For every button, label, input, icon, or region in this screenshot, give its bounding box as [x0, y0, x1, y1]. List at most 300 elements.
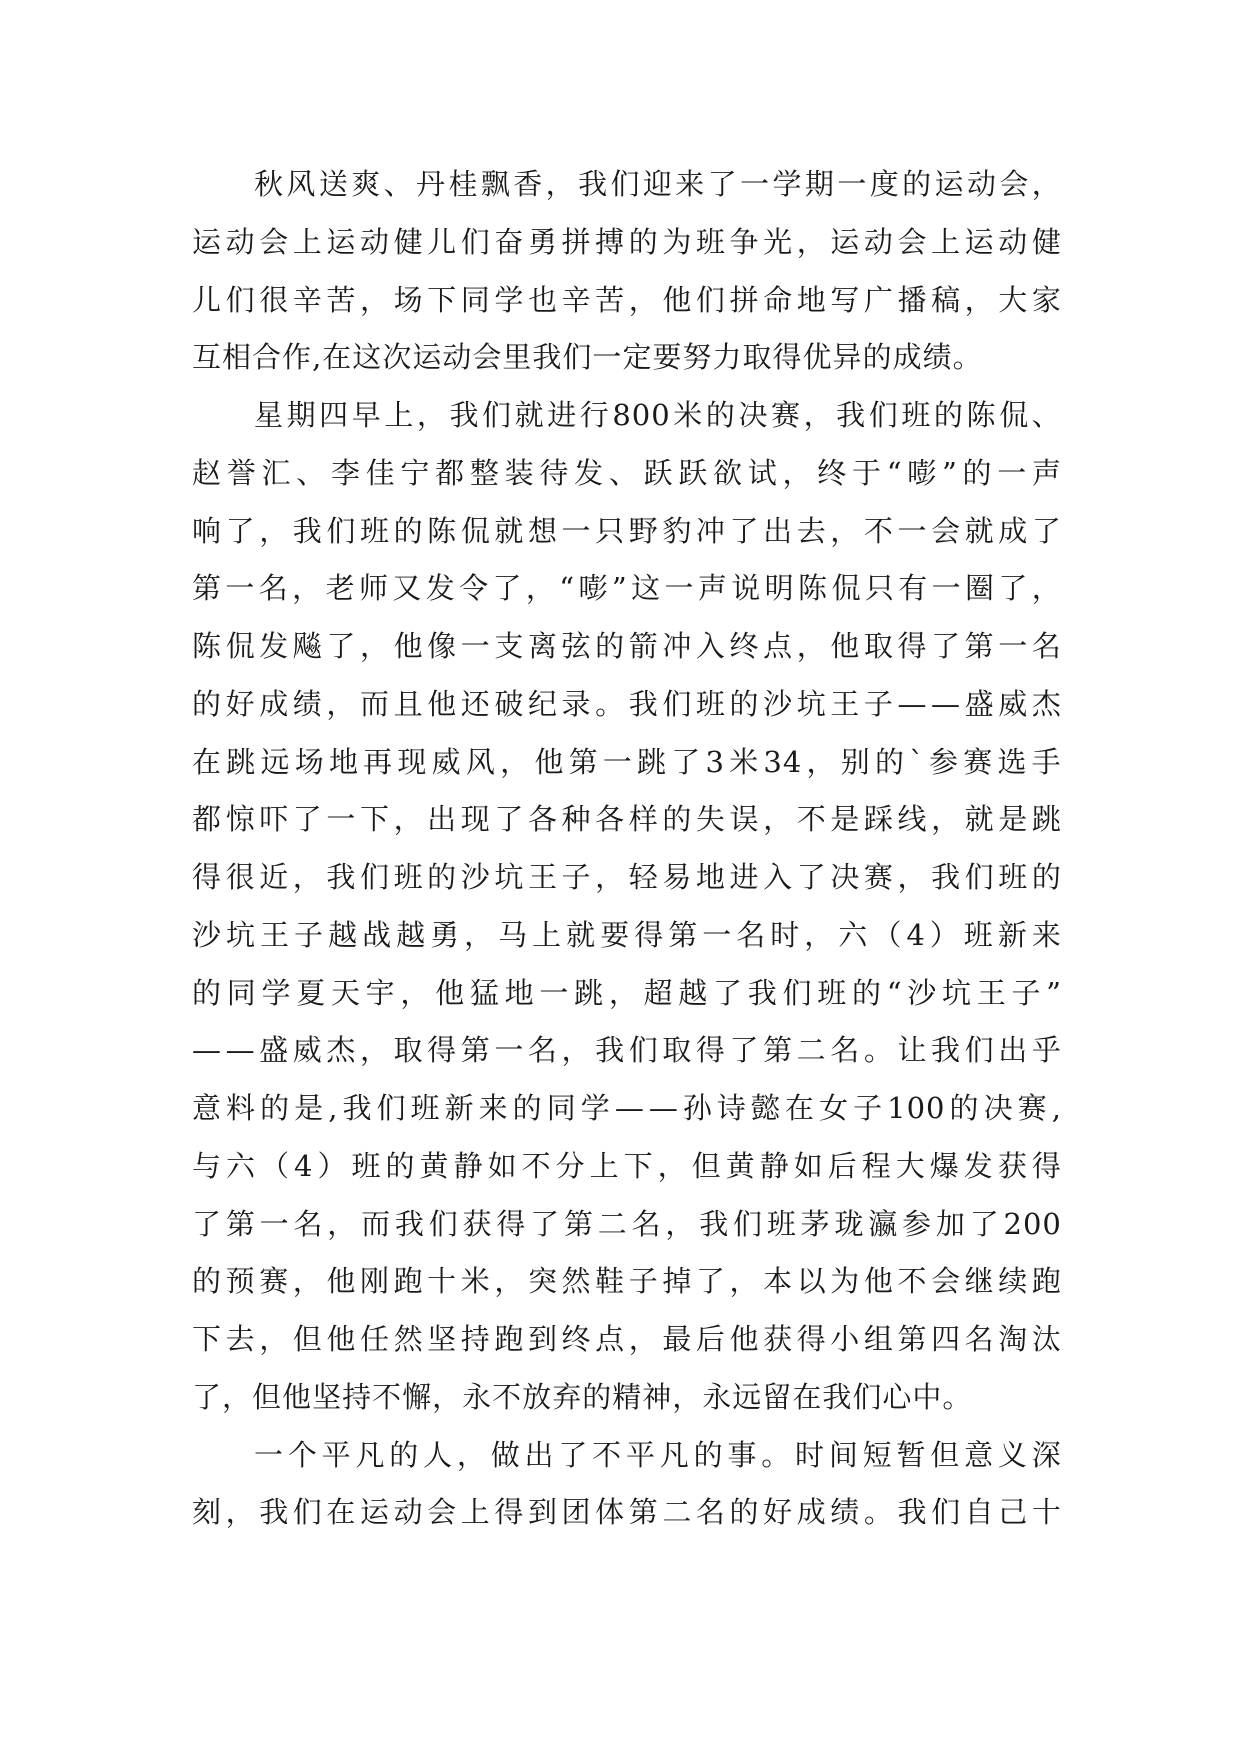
text-glyph: 班 [351, 1148, 382, 1183]
text-glyph: 很 [259, 282, 290, 317]
text-glyph: 弃 [552, 1379, 583, 1414]
text-glyph: 动 [863, 224, 894, 259]
text-glyph: 而 [361, 1206, 392, 1241]
text-glyph: 的 [1031, 860, 1062, 894]
text-glyph: 们 [628, 1033, 659, 1068]
text-glyph: 与 [192, 1148, 223, 1183]
text-glyph: ， [500, 744, 531, 779]
text-glyph: 的 [851, 975, 882, 1010]
text-glyph: 了 [225, 513, 256, 548]
text-glyph: 了 [695, 1264, 726, 1299]
text-glyph: 超 [643, 975, 674, 1010]
text-glyph: 了 [796, 860, 827, 894]
text-glyph: 嘭 [578, 571, 609, 606]
text-glyph: 第 [225, 1206, 256, 1241]
text-glyph: 、 [296, 455, 327, 490]
text-line [192, 791, 1062, 849]
text-glyph: 上 [384, 398, 415, 432]
text-glyph: 佳 [365, 455, 396, 490]
text-glyph: 各 [527, 802, 558, 837]
text-glyph: 赵 [192, 455, 223, 490]
text-glyph: ， [628, 282, 659, 317]
text-glyph: 以 [796, 1264, 827, 1299]
text-glyph: 、 [1031, 398, 1062, 432]
text-glyph: ， [464, 917, 495, 952]
text-glyph: 他 [326, 1322, 357, 1356]
text-glyph: 终 [817, 455, 848, 490]
text-glyph: 盛 [259, 1033, 290, 1068]
text-glyph: 破 [494, 686, 525, 721]
text-glyph: 班 [817, 975, 848, 1010]
text-glyph: 都 [435, 455, 466, 490]
text-glyph: 了 [729, 1033, 760, 1068]
text-glyph: 还 [460, 686, 491, 721]
text-glyph: 手 [1031, 744, 1062, 779]
text-glyph: 宇 [365, 975, 396, 1010]
text-glyph: 优 [802, 340, 833, 375]
text-glyph: 二 [597, 1206, 628, 1241]
text-glyph: 下 [427, 282, 458, 317]
text-glyph: 成 [892, 340, 923, 375]
text-glyph: 运 [326, 224, 357, 259]
text-glyph: , [1051, 1091, 1062, 1125]
text-glyph: 天 [330, 975, 361, 1010]
text-glyph: 进 [547, 398, 578, 432]
text-glyph: 猛 [469, 975, 500, 1010]
text-glyph: 选 [997, 744, 1028, 779]
text-glyph: 点 [763, 629, 794, 663]
text-glyph: 如 [793, 1148, 824, 1183]
text-glyph: ， [806, 744, 837, 779]
text-glyph: “ [559, 571, 576, 606]
text-glyph: 们 [695, 282, 726, 317]
text-glyph: 继 [964, 1264, 995, 1299]
text-glyph: 侃 [999, 398, 1030, 432]
text-glyph: 跳 [574, 975, 605, 1010]
text-glyph: 后 [827, 1148, 858, 1183]
text-glyph: 种 [561, 802, 592, 837]
text-glyph: 。 [863, 1495, 894, 1530]
text-glyph: 不 [796, 802, 827, 837]
text-line [192, 445, 1062, 503]
text-glyph: 的 [729, 686, 760, 721]
text-glyph: 的 [705, 398, 736, 432]
text-glyph: ， [897, 860, 928, 894]
text-glyph: 发 [574, 455, 605, 490]
text-glyph: 放 [522, 1379, 553, 1414]
text-glyph: 样 [628, 802, 659, 837]
text-glyph: 越 [396, 917, 427, 952]
text-glyph: 有 [898, 571, 929, 606]
text-glyph: ” [611, 571, 628, 606]
text-glyph: 班 [695, 686, 726, 721]
text-glyph: ， [432, 1379, 463, 1414]
text-glyph: ` [909, 744, 925, 779]
text-glyph: 、 [383, 167, 414, 201]
text-glyph: , [328, 1091, 339, 1125]
text-glyph: 十 [1031, 1495, 1062, 1530]
text-glyph: 预 [225, 1264, 256, 1299]
text-glyph: 播 [897, 282, 928, 317]
text-glyph: 了 [192, 1206, 223, 1241]
text-glyph: 冲 [662, 629, 693, 663]
text-glyph: 沙 [460, 860, 491, 894]
text-glyph: 侃 [831, 571, 862, 606]
text-glyph: 同 [460, 282, 491, 317]
text-glyph: 进 [729, 860, 760, 894]
text-line [192, 734, 1062, 792]
text-glyph: 短 [862, 1437, 893, 1472]
text-glyph: ， [830, 513, 861, 548]
text-glyph: 于 [851, 455, 882, 490]
text-glyph: 但 [930, 1437, 961, 1472]
text-line [192, 1427, 1062, 1485]
text-glyph: 参 [902, 1206, 933, 1241]
text-glyph: 王 [830, 686, 861, 721]
text-glyph: 吓 [259, 802, 290, 837]
text-glyph: 我 [578, 167, 609, 201]
text-glyph: ， [672, 1379, 703, 1414]
text-glyph: 跳 [637, 744, 668, 779]
text-glyph: 成 [796, 1495, 827, 1530]
text-glyph: 他 [534, 744, 565, 779]
text-glyph: 的 [902, 167, 933, 201]
text-glyph: ， [400, 975, 431, 1010]
text-glyph: 这 [352, 340, 383, 375]
text-glyph: 刻 [192, 1495, 223, 1530]
text-glyph: 的 [729, 1495, 760, 1530]
text-glyph: 上 [589, 1148, 620, 1183]
text-glyph: 的 [192, 1264, 223, 1299]
text-glyph: 时 [795, 1437, 826, 1472]
text-glyph: ， [359, 282, 390, 317]
text-glyph: 去 [225, 1322, 256, 1356]
text-glyph: ， [359, 1033, 390, 1068]
text-glyph: 子 [561, 860, 592, 894]
text-glyph: 出 [427, 802, 458, 837]
text-glyph: 们 [964, 1033, 995, 1068]
text-glyph: 拼 [729, 282, 760, 317]
text-glyph: 会 [897, 224, 928, 259]
text-glyph: 了 [292, 802, 323, 837]
text-glyph: 终 [561, 1322, 592, 1356]
text-glyph: 坑 [494, 860, 525, 894]
text-glyph: 一 [702, 917, 733, 952]
text-glyph: 100 [887, 1091, 946, 1125]
text-glyph: 明 [764, 571, 795, 606]
text-glyph: 桂 [448, 167, 479, 201]
text-glyph: 绩 [830, 1495, 861, 1530]
text-glyph: 他 [830, 629, 861, 663]
text-glyph: 写 [830, 282, 861, 317]
text-glyph: 师 [358, 571, 389, 606]
text-glyph: 终 [729, 629, 760, 663]
text-glyph: 宁 [400, 455, 431, 490]
text-line [192, 1080, 1062, 1138]
text-glyph: 我 [931, 860, 962, 894]
text-glyph: 名 [258, 571, 289, 606]
text-glyph: 陈 [798, 571, 829, 606]
text-glyph: 时 [770, 917, 801, 952]
text-glyph: 分 [555, 1148, 586, 1183]
text-glyph: 杰 [1031, 686, 1062, 721]
text-glyph: 到 [527, 1322, 558, 1356]
text-glyph: 们 [852, 1379, 883, 1414]
text-glyph: 拼 [561, 224, 592, 259]
text-glyph: 米 [729, 744, 760, 779]
text-glyph: 静 [759, 1148, 790, 1183]
text-glyph: 。 [761, 1437, 792, 1472]
text-glyph: 像 [427, 629, 458, 663]
text-glyph: 是 [830, 802, 861, 837]
text-glyph: 班 [410, 1091, 441, 1125]
essay-body [192, 156, 1062, 1542]
text-glyph: 了 [931, 629, 962, 663]
text-glyph: 茅 [800, 1206, 831, 1241]
text-glyph: 会 [931, 513, 962, 548]
text-glyph: 而 [359, 686, 390, 721]
text-glyph: 深 [1031, 1437, 1062, 1472]
text-glyph: , [312, 340, 323, 375]
text-glyph: 要 [600, 917, 631, 952]
text-glyph: 运 [359, 1495, 390, 1530]
text-glyph: 现 [460, 802, 491, 837]
text-glyph: 子 [853, 1091, 884, 1125]
text-glyph: 嘭 [907, 455, 938, 490]
text-glyph: 平 [321, 1437, 352, 1472]
text-glyph: 跳 [1031, 802, 1062, 837]
text-glyph: ” [1046, 975, 1062, 1010]
text-glyph: 广 [863, 282, 894, 317]
text-glyph: 的 [933, 398, 964, 432]
text-glyph: 的 [192, 975, 223, 1010]
text-line [192, 1138, 1062, 1196]
text-glyph: 好 [225, 686, 256, 721]
text-glyph: 新 [444, 1091, 475, 1125]
text-glyph: 珑 [834, 1206, 865, 1241]
text-glyph: 飘 [480, 167, 511, 201]
text-glyph: 运 [830, 224, 861, 259]
text-glyph: 淘 [998, 1322, 1029, 1356]
text-line [192, 503, 1062, 561]
text-glyph: 本 [763, 1264, 794, 1299]
text-glyph: 爽 [351, 167, 382, 201]
text-glyph: 会 [427, 1495, 458, 1530]
text-glyph: 现 [397, 744, 428, 779]
text-glyph: 就 [566, 917, 597, 952]
text-glyph: 获 [462, 1206, 493, 1241]
text-glyph: 小 [830, 1322, 861, 1356]
text-glyph: 儿 [427, 224, 458, 259]
text-glyph: 静 [453, 1148, 484, 1183]
text-glyph: 在 [192, 744, 223, 779]
text-glyph: 学 [261, 975, 292, 1010]
text-glyph: 早 [351, 398, 382, 432]
text-glyph: 一 [664, 571, 695, 606]
text-glyph: 我 [326, 860, 357, 894]
text-glyph: 一 [225, 571, 256, 606]
text-glyph: 得 [897, 629, 928, 663]
text-glyph: 来 [1031, 917, 1062, 952]
text-glyph: 下 [192, 1322, 223, 1356]
text-glyph: 我 [595, 1033, 626, 1068]
text-glyph: 永 [702, 1379, 733, 1414]
text-glyph: ， [222, 1379, 253, 1414]
text-glyph: 努 [682, 340, 713, 375]
text-glyph: 班 [359, 513, 390, 548]
text-glyph: 绩 [292, 686, 323, 721]
text-glyph: 得 [695, 1033, 726, 1068]
text-glyph: 得 [427, 1033, 458, 1068]
text-glyph: ， [1031, 167, 1062, 201]
text-glyph: 轻 [628, 860, 659, 894]
text-glyph: 声 [697, 571, 728, 606]
text-glyph: 们 [662, 686, 693, 721]
text-glyph: 们 [482, 398, 513, 432]
text-glyph: 场 [294, 744, 325, 779]
text-line [192, 1369, 1062, 1427]
text-glyph: 是 [998, 802, 1029, 837]
text-glyph: 任 [359, 1322, 390, 1356]
text-glyph: 鞋 [595, 1264, 626, 1299]
text-glyph: 会 [931, 1264, 962, 1299]
text-glyph: 们 [225, 282, 256, 317]
text-glyph: 会 [472, 340, 503, 375]
text-glyph: 儿 [192, 282, 223, 317]
text-glyph: 的 [385, 1148, 416, 1183]
text-glyph: 二 [796, 1033, 827, 1068]
text-glyph: 坑 [796, 686, 827, 721]
text-glyph: 下 [359, 802, 390, 837]
text-glyph: 动 [359, 224, 390, 259]
text-glyph: 是 [294, 1091, 325, 1125]
text-glyph: 第 [897, 1322, 928, 1356]
text-glyph: 为 [662, 224, 693, 259]
text-glyph: 获 [997, 1148, 1028, 1183]
text-glyph: 第 [628, 1495, 659, 1530]
text-glyph: 名 [964, 1322, 995, 1356]
text-glyph: 第 [563, 1206, 594, 1241]
text-glyph: 暂 [896, 1437, 927, 1472]
text-glyph: 成 [259, 686, 290, 721]
text-glyph: 夏 [296, 975, 327, 1010]
text-glyph: ， [292, 1264, 323, 1299]
text-glyph: 相 [222, 340, 253, 375]
text-glyph: 待 [539, 455, 570, 490]
text-glyph: 飚 [292, 629, 323, 663]
text-glyph: 跳 [226, 744, 257, 779]
text-glyph: 意 [192, 1091, 223, 1125]
text-glyph: 200 [1003, 1206, 1062, 1241]
text-glyph: ， [259, 1322, 290, 1356]
text-glyph: 了 [671, 744, 702, 779]
text-glyph: 稿 [931, 282, 962, 317]
text-glyph: 然 [393, 1322, 424, 1356]
text-glyph: 很 [225, 860, 256, 894]
text-glyph: 掉 [662, 1264, 693, 1299]
text-glyph: 刚 [359, 1264, 390, 1299]
text-glyph: 去 [796, 513, 827, 548]
text-glyph: 就 [514, 398, 545, 432]
text-glyph: 都 [192, 802, 223, 837]
text-glyph: 了 [494, 802, 525, 837]
text-glyph: 后 [695, 1322, 726, 1356]
text-glyph: 的 [192, 686, 223, 721]
text-glyph: 我 [747, 975, 778, 1010]
text-glyph: 迎 [642, 167, 673, 201]
text-glyph: 的 [962, 455, 993, 490]
text-glyph: 风 [465, 744, 496, 779]
text-glyph: 取 [742, 340, 773, 375]
text-glyph: 他 [326, 1264, 357, 1299]
text-glyph: 了 [326, 629, 357, 663]
text-glyph: 参 [928, 744, 959, 779]
text-glyph: 争 [729, 224, 760, 259]
text-glyph: 们 [376, 1091, 407, 1125]
text-glyph: 大 [998, 282, 1029, 317]
text-glyph: 神 [642, 1379, 673, 1414]
text-glyph: ， [964, 282, 995, 317]
text-glyph: 我 [532, 340, 563, 375]
text-glyph: 上 [931, 224, 962, 259]
text-glyph: 地 [328, 744, 359, 779]
text-glyph: 整 [469, 455, 500, 490]
text-glyph: 动 [393, 1495, 424, 1530]
text-glyph: 第 [192, 571, 223, 606]
text-glyph: 沙 [192, 917, 223, 952]
text-glyph: 光 [763, 224, 794, 259]
text-glyph: 只 [595, 513, 626, 548]
text-glyph: 大 [895, 1148, 926, 1183]
text-glyph: 我 [822, 1379, 853, 1414]
text-glyph: 赛 [259, 1264, 290, 1299]
text-glyph: 我 [259, 1495, 290, 1530]
text-glyph: 不 [592, 1437, 623, 1472]
text-glyph: 子 [628, 1264, 659, 1299]
text-glyph: 在 [785, 1091, 816, 1125]
text-glyph: 取 [393, 1033, 424, 1068]
text-glyph: 们 [460, 224, 491, 259]
text-glyph: 说 [731, 571, 762, 606]
text-glyph: 我 [292, 513, 323, 548]
text-glyph: 他 [427, 686, 458, 721]
text-glyph: ） [929, 917, 960, 952]
text-glyph: 再 [363, 744, 394, 779]
text-glyph: （ [872, 917, 903, 952]
text-glyph: 得 [192, 860, 223, 894]
text-glyph: 合 [252, 340, 283, 375]
text-glyph: 们 [562, 340, 593, 375]
text-glyph: 别 [840, 744, 871, 779]
text-glyph: 地 [695, 860, 726, 894]
text-glyph: 一 [460, 629, 491, 663]
text-glyph: 获 [763, 1322, 794, 1356]
text-glyph: 纪 [527, 686, 558, 721]
text-glyph: 惊 [225, 802, 256, 837]
text-glyph: 发 [425, 571, 456, 606]
text-glyph: 懈 [402, 1379, 433, 1414]
text-glyph: 突 [527, 1264, 558, 1299]
text-glyph: 誉 [226, 455, 257, 490]
text-glyph: ， [393, 802, 424, 837]
text-glyph: 的 [693, 1437, 724, 1472]
text-glyph: 同 [226, 975, 257, 1010]
text-glyph: ， [665, 1206, 696, 1241]
text-glyph: 的 [862, 340, 893, 375]
text-glyph: 己 [998, 1495, 1029, 1530]
text-glyph: 的 [628, 224, 659, 259]
text-glyph: 取 [863, 629, 894, 663]
